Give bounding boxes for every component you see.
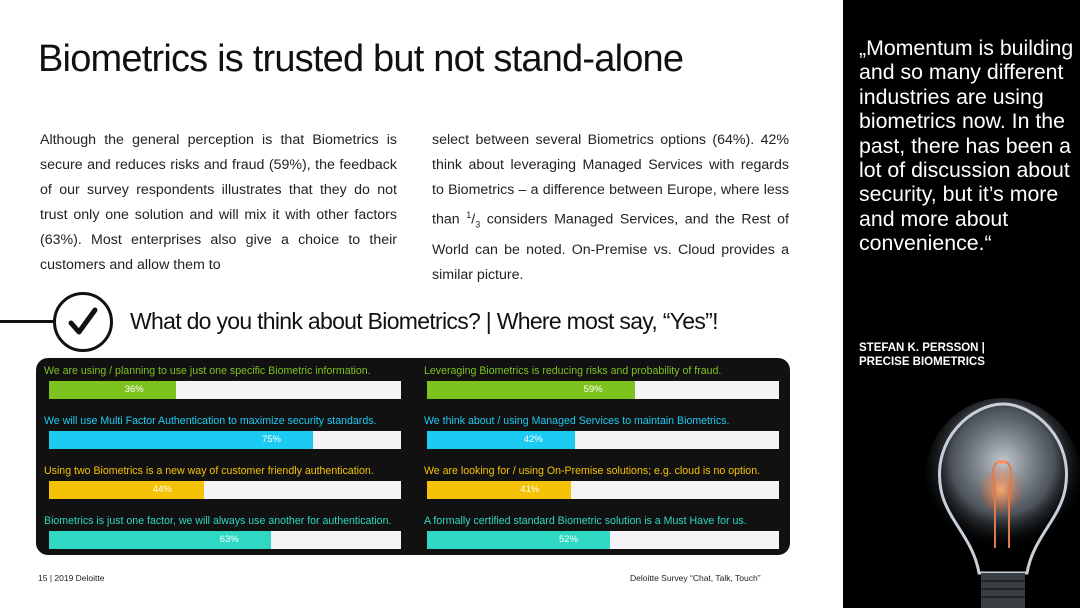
sidebar-quote: „Momentum is building and so many different industries are using biometrics now. In the past, there has been a lot of discussion about security, but it’s more and more about convenience.“: [859, 36, 1074, 256]
bar-value-label: 42%: [523, 434, 543, 445]
bar-label: We are looking for / using On-Premise solutions; e.g. cloud is no option.: [424, 465, 761, 477]
quote-sidebar: [843, 0, 1080, 608]
footer-page-info: 15 | 2019 Deloitte: [38, 573, 105, 583]
bar-track: [49, 531, 401, 549]
attribution-company: PRECISE BIOMETRICS: [859, 356, 985, 368]
lightbulb-image: [923, 398, 1080, 608]
page-title: Biometrics is trusted but not stand-alone: [38, 38, 684, 80]
bar-label: Using two Biometrics is a new way of customer friendly authentication.: [44, 465, 374, 477]
bar-value-label: 52%: [559, 534, 579, 545]
attribution-name: STEFAN K. PERSSON |: [859, 342, 985, 354]
chart-subtitle: What do you think about Biometrics? | Where most say, “Yes”!: [130, 308, 718, 334]
fraction-numerator: 1: [466, 210, 472, 220]
bar-track: [49, 381, 401, 399]
bar-track: [427, 481, 779, 499]
bar-track: [427, 431, 779, 449]
fraction-denominator: 3: [475, 219, 481, 230]
bar-value-label: 41%: [520, 484, 540, 495]
intro-text-right-part2: considers Managed Services, and the Rest of World can be noted. On-Premise vs. Cloud provides a similar picture.: [432, 211, 789, 283]
bar-label: We think about / using Managed Services to maintain Biometrics.: [424, 415, 730, 427]
quote-attribution: [859, 341, 985, 369]
bar-value-label: 44%: [152, 484, 172, 495]
bar-label: A formally certified standard Biometric solution is a Must Have for us.: [424, 515, 747, 527]
bar-track: [49, 431, 401, 449]
section-divider-line: [0, 320, 56, 323]
intro-text-left: Although the general perception is that Biometrics is secure and reduces risks and fraud (59%), the feedback of our survey respondents illustrates that they do not trust only one solution and will mix it with other factors (63%). Most enterprises also give a choice to their customers and allow them to: [40, 132, 397, 273]
bar-track: [427, 531, 779, 549]
bar-label: We are using / planning to use just one specific Biometric information.: [44, 365, 371, 377]
bar-label: Biometrics is just one factor, we will always use another for authentication.: [44, 515, 392, 527]
footer-source: Deloitte Survey “Chat, Talk, Touch”: [630, 573, 761, 583]
checkmark-icon: [53, 292, 113, 352]
bar-label: We will use Multi Factor Authentication to maximize security standards.: [44, 415, 377, 427]
bar-value-label: 59%: [583, 384, 603, 395]
bar-value-label: 36%: [124, 384, 144, 395]
bar-track: [427, 381, 779, 399]
intro-text-right: select between several Biometrics options (64%). 42% think about leveraging Managed Services with regards to Biometrics – a difference between Europe, where less than $^1/_3$ considers Managed Services, and the Rest of World can be noted. On-Premise vs. Cloud provides a similar picture.: [432, 132, 789, 283]
bar-value-label: 63%: [219, 534, 239, 545]
intro-text-right-part1: select between several Biometrics options (64%). 42% think about leveraging Managed Services with regards to Biometrics – a difference between Europe, where less than: [432, 132, 789, 228]
bar-label: Leveraging Biometrics is reducing risks and probability of fraud.: [424, 365, 722, 377]
bar-track: [49, 481, 401, 499]
bar-value-label: 75%: [261, 434, 281, 445]
